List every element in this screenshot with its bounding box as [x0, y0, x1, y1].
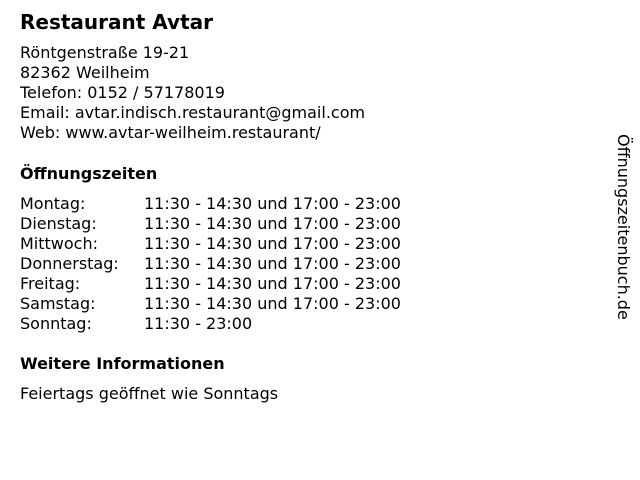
time-range: 11:30 - 14:30 und 17:00 - 23:00	[144, 194, 401, 213]
day-label: Dienstag:	[20, 214, 97, 233]
time-range: 11:30 - 14:30 und 17:00 - 23:00	[144, 274, 401, 293]
time-range: 11:30 - 14:30 und 17:00 - 23:00	[144, 234, 401, 253]
time-range: 11:30 - 14:30 und 17:00 - 23:00	[144, 254, 401, 273]
opening-hours-heading: Öffnungszeiten	[20, 164, 158, 183]
hours-row-tuesday	[20, 214, 401, 234]
hours-row-sunday	[20, 314, 401, 334]
hours-row-wednesday	[20, 234, 401, 254]
time-range: 11:30 - 23:00	[144, 314, 253, 333]
day-label: Montag:	[20, 194, 86, 213]
day-label: Mittwoch:	[20, 234, 98, 253]
restaurant-name: Restaurant Avtar	[20, 10, 214, 34]
opening-hours-table	[20, 194, 401, 334]
time-range: 11:30 - 14:30 und 17:00 - 23:00	[144, 294, 401, 313]
email-address: Email: avtar.indisch.restaurant@gmail.com	[20, 103, 366, 122]
street-address: Röntgenstraße 19-21	[20, 43, 190, 62]
hours-row-thursday	[20, 254, 401, 274]
hours-row-saturday	[20, 294, 401, 314]
day-label: Sonntag:	[20, 314, 92, 333]
day-label: Donnerstag:	[20, 254, 119, 273]
hours-row-friday	[20, 274, 401, 294]
contact-info	[20, 43, 365, 143]
day-label: Samstag:	[20, 294, 96, 313]
website: Web: www.avtar-weilheim.restaurant/	[20, 123, 321, 142]
phone-number: Telefon: 0152 / 57178019	[20, 83, 225, 102]
day-label: Freitag:	[20, 274, 81, 293]
more-info-heading: Weitere Informationen	[20, 354, 225, 373]
time-range: 11:30 - 14:30 und 17:00 - 23:00	[144, 214, 401, 233]
city-address: 82362 Weilheim	[20, 63, 150, 82]
brand-watermark: Öffnungszeitenbuch.de	[614, 134, 633, 320]
hours-row-monday	[20, 194, 401, 214]
holiday-note: Feiertags geöffnet wie Sonntags	[20, 384, 279, 403]
